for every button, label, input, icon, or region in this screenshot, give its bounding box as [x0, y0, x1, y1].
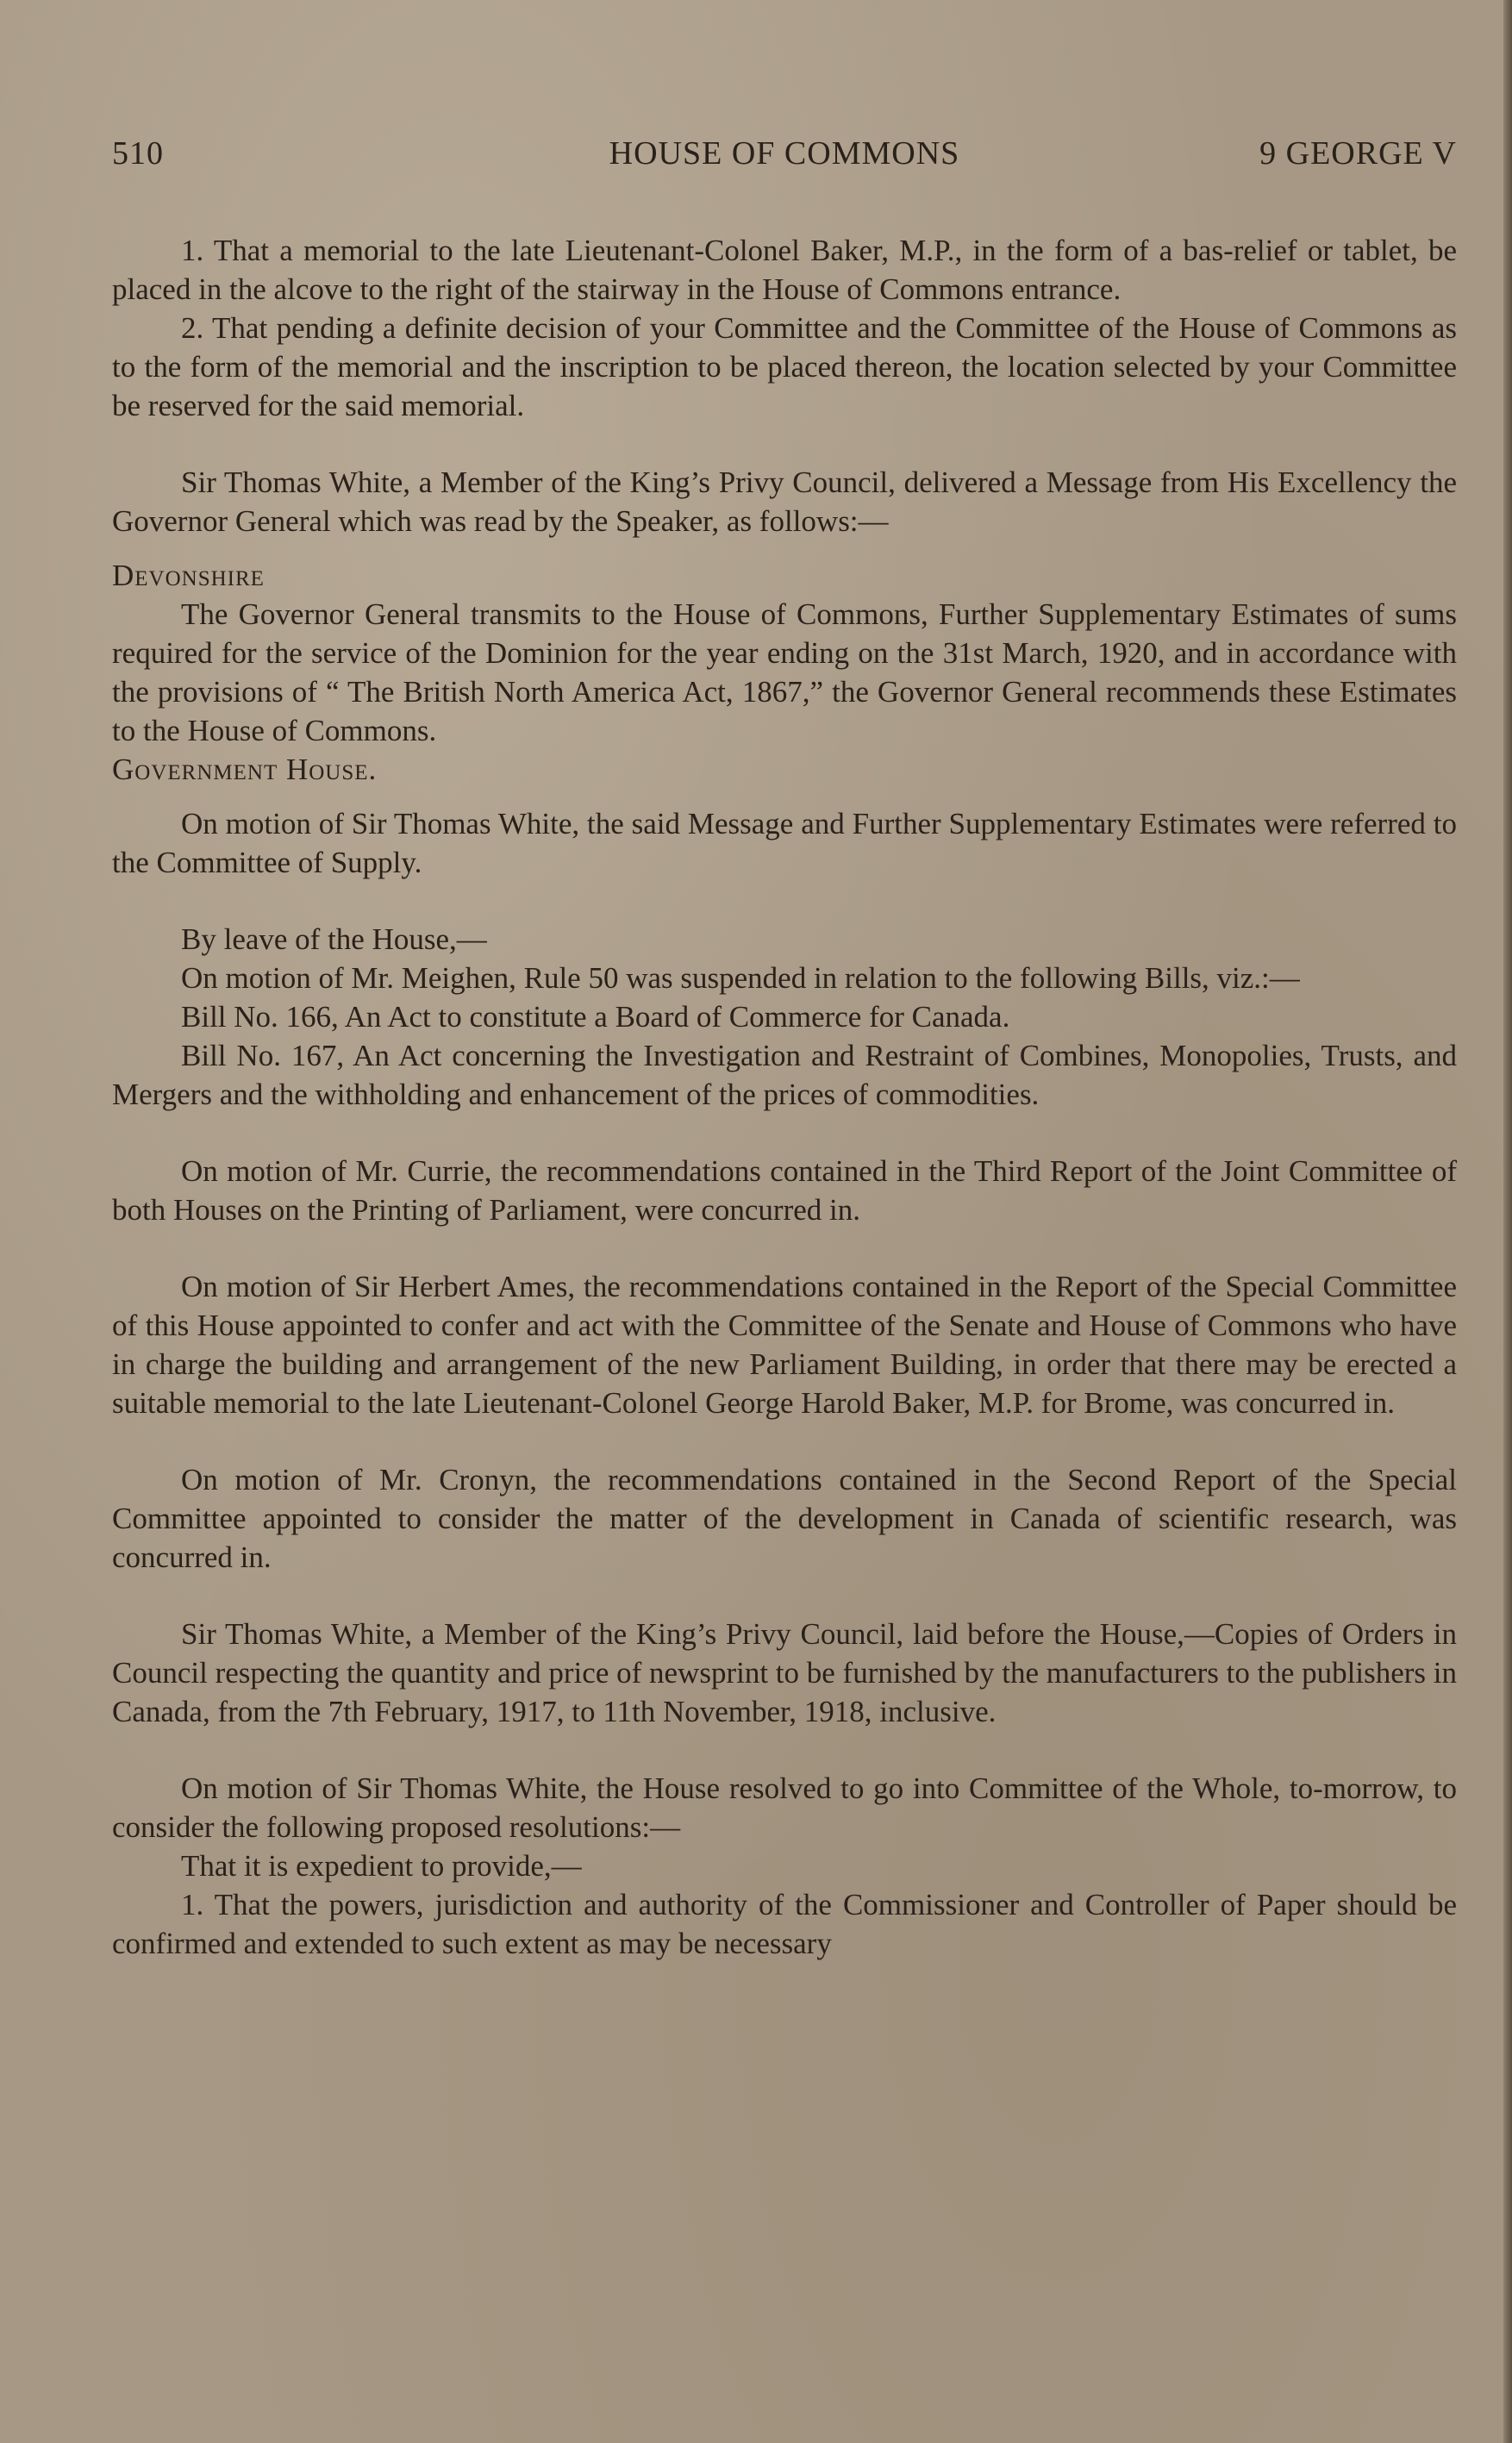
expedient-paragraph: That it is expedient to provide,—: [181, 1849, 582, 1883]
journal-body: [112, 231, 1457, 1963]
bill-167-paragraph: Bill No. 167, An Act concerning the Investigation and Restraint of Combines, Monopolies, Trusts, and Mergers and the withholding and enhancement of the prices of commodities.: [112, 1039, 1457, 1111]
message-intro-paragraph: Sir Thomas White, a Member of the King’s Privy Council, delivered a Message from His Excellency the Governor General which was read by the Speaker, as follows:—: [112, 465, 1457, 538]
running-title: HOUSE OF COMMONS: [609, 135, 960, 172]
paper-controller-paragraph: 1. That the powers, jurisdiction and authority of the Commissioner and Controller of Paper should be confirmed and extended to such extent as may be necessary: [112, 1888, 1457, 1960]
bill-166-paragraph: Bill No. 166, An Act to constitute a Board of Commerce for Canada.: [181, 1000, 1010, 1034]
resolution-paragraph-1: 1. That a memorial to the late Lieutenant-Colonel Baker, M.P., in the form of a bas-relief or tablet, be placed in the alcove to the right of the stairway in the House of Commons entrance.: [112, 234, 1457, 306]
resolution-paragraph-2: 2. That pending a definite decision of your Committee and the Committee of the House of Commons as to the form of the memorial and the inscription to be placed thereon, the location selected by your Committee be reserved for the said memorial.: [112, 311, 1457, 422]
signature-devonshire: Devonshire: [112, 559, 265, 592]
regnal-year: 9 GEORGE V: [1259, 135, 1457, 172]
page-edge-shadow: [1503, 0, 1512, 2443]
document-page: [112, 129, 1457, 1963]
committee-whole-paragraph: On motion of Sir Thomas White, the House resolved to go into Committee of the Whole, to-morrow, to consider the following proposed resolutions:—: [112, 1771, 1457, 1844]
page-number: 510: [112, 135, 164, 172]
message-body-paragraph: The Governor General transmits to the House of Commons, Further Supplementary Estimates of sums required for the service of the Dominion for the year ending on the 31st March, 1920, and in accordance with the provisions of “ The British North America Act, 1867,” the Governor General recommends these Estimates to the House of Commons.: [112, 597, 1457, 747]
running-head: [112, 129, 1457, 181]
motion-supply-paragraph: On motion of Sir Thomas White, the said Message and Further Supplementary Estimates were referred to the Committee of Supply.: [112, 807, 1457, 879]
leave-of-house-paragraph: By leave of the House,—: [181, 922, 487, 956]
ames-motion-paragraph: On motion of Sir Herbert Ames, the recommendations contained in the Report of the Special Committee of this House appointed to confer and act with the Committee of the Senate and House of Commons who have in charge the building and arrangement of the new Parliament Building, in order that there may be erected a suitable memorial to the late Lieutenant-Colonel George Harold Baker, M.P. for Brome, was concurred in.: [112, 1270, 1457, 1420]
signature-government-house: Government House.: [112, 753, 378, 786]
rule-50-paragraph: On motion of Mr. Meighen, Rule 50 was suspended in relation to the following Bills, viz.:—: [181, 961, 1300, 995]
cronyn-motion-paragraph: On motion of Mr. Cronyn, the recommendations contained in the Second Report of the Special Committee appointed to consider the matter of the development in Canada of scientific research, was concurred in.: [112, 1463, 1457, 1574]
currie-motion-paragraph: On motion of Mr. Currie, the recommendations contained in the Third Report of the Joint Committee of both Houses on the Printing of Parliament, were concurred in.: [112, 1154, 1457, 1227]
orders-in-council-paragraph: Sir Thomas White, a Member of the King’s Privy Council, laid before the House,—Copies of Orders in Council respecting the quantity and price of newsprint to be furnished by the manufacturers to the publishers in Canada, from the 7th February, 1917, to 11th November, 1918, inclusive.: [112, 1617, 1458, 1728]
